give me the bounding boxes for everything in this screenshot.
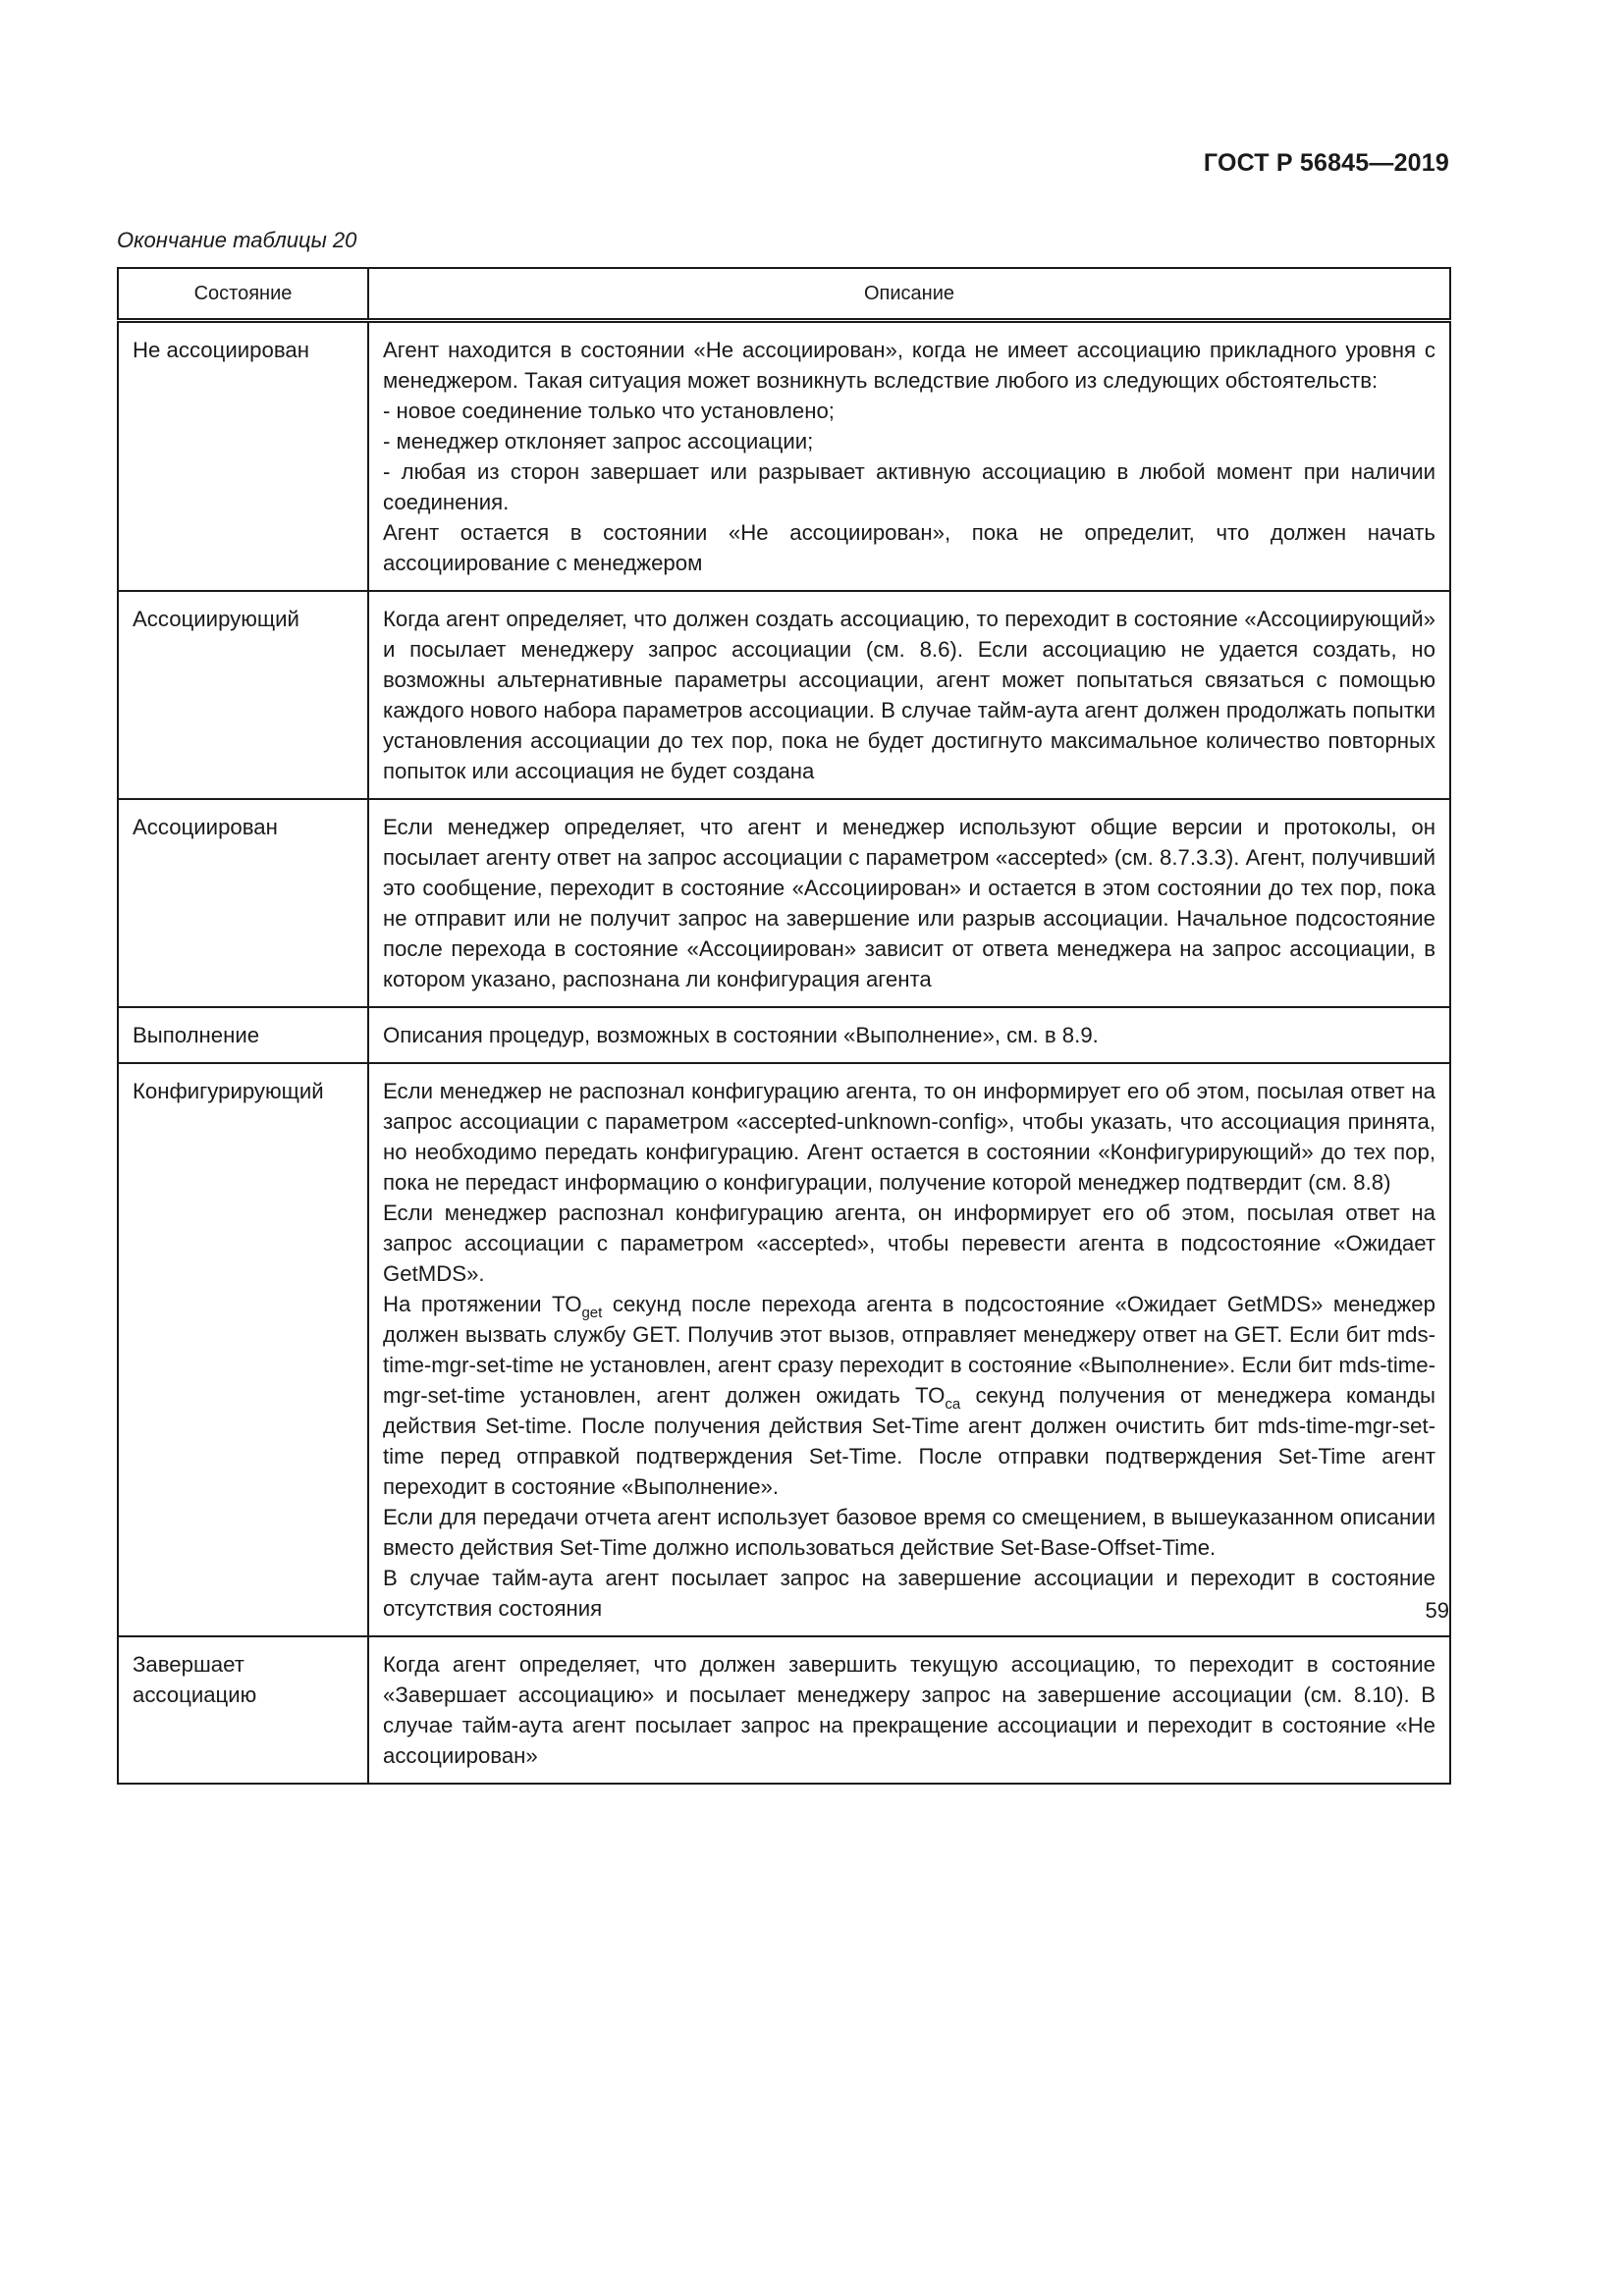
description-paragraph (383, 1289, 1435, 1502)
state-cell: Ассоциирован (118, 799, 368, 1007)
column-header-state: Состояние (118, 268, 368, 321)
page-number: 59 (1425, 1598, 1449, 1623)
description-paragraph: Если менеджер не распознал конфигурацию агента, то он информирует его об этом, посылая ответ на запрос ассоциации с параметром «accepted-unknown-config», чтобы указать, что ассоциация принята, но необходимо передать конфигурацию. Агент остается в состоянии «Конфигурирующий» до тех пор, пока не передаст информацию о конфигурации, получение которой менеджер подтвердит (см. 8.8) (383, 1079, 1435, 1195)
table-row (118, 321, 1450, 592)
description-paragraph: Когда агент определяет, что должен завершить текущую ассоциацию, то переходит в состояние «Завершает ассоциацию» и посылает менеджеру запрос на завершение ассоциации (см. 8.10). В случае тайм-аута агент посылает запрос на прекращение ассоциации и переходит в состояние «Не ассоциирован» (383, 1652, 1435, 1768)
description-paragraph: В случае тайм-аута агент посылает запрос на завершение ассоциации и переходит в состояние отсутствия состояния (383, 1566, 1435, 1621)
state-cell: Выполнение (118, 1007, 368, 1063)
table-row (118, 799, 1450, 1007)
states-table (117, 267, 1451, 1785)
subscript: ca (945, 1396, 961, 1413)
description-paragraph: - новое соединение только что установлено; (383, 399, 835, 423)
description-cell (368, 799, 1450, 1007)
state-cell: Завершает ассоциацию (118, 1636, 368, 1784)
description-paragraph: Если менеджер распознал конфигурацию агента, он информирует его об этом, посылая ответ на запрос ассоциации с параметром «accepted», чтобы перевести агента в подсостояние «Ожидает GetMDS». (383, 1201, 1435, 1286)
description-paragraph: Агент остается в состоянии «Не ассоциирован», пока не определит, что должен начать ассоциирование с менеджером (383, 520, 1435, 575)
table-header-row (118, 268, 1450, 321)
description-cell (368, 1063, 1450, 1636)
state-cell: Не ассоциирован (118, 321, 368, 592)
text-segment: На протяжении TO (383, 1292, 582, 1316)
state-cell: Ассоциирующий (118, 591, 368, 799)
description-paragraph: Описания процедур, возможных в состоянии «Выполнение», см. в 8.9. (383, 1023, 1099, 1047)
state-cell: Конфигурирующий (118, 1063, 368, 1636)
description-paragraph: Когда агент определяет, что должен создать ассоциацию, то переходит в состояние «Ассоциирующий» и посылает менеджеру запрос ассоциации (см. 8.6). Если ассоциацию не удается создать, но возможны альтернативные параметры ассоциации, агент может попытаться связаться с помощью каждого нового набора параметров ассоциации. В случае тайм-аута агент должен продолжать попытки установления ассоциации до тех пор, пока не будет достигнуто максимальное количество повторных попыток или ассоциация не будет создана (383, 607, 1435, 783)
table-row (118, 591, 1450, 799)
text-segment: секунд получения от менеджера команды действия Set-time. После получения действия Set-Time агент должен очистить бит mds-time-mgr-set-time перед отправкой подтверждения Set-Time. После отправки подтверждения Set-Time агент переходит в состояние «Выполнение». (383, 1383, 1435, 1499)
description-paragraph: - любая из сторон завершает или разрывает активную ассоциацию в любой момент при наличии соединения. (383, 459, 1435, 514)
subscript: get (581, 1305, 603, 1321)
description-cell (368, 1636, 1450, 1784)
description-paragraph: Если менеджер определяет, что агент и менеджер используют общие версии и протоколы, он посылает агенту ответ на запрос ассоциации с параметром «accepted» (см. 8.7.3.3). Агент, получивший это сообщение, переходит в состояние «Ассоциирован» и остается в этом состоянии до тех пор, пока не отправит или не получит запрос на завершение или разрыв ассоциации. Начальное подсостояние после перехода в состояние «Ассоциирован» зависит от ответа менеджера на запрос ассоциации, в котором указано, распознана ли конфигурация агента (383, 815, 1435, 991)
description-cell (368, 1007, 1450, 1063)
text-segment: секунд после перехода агента в подсостояние «Ожидает GetMDS» менеджер должен вызвать службу GET. Получив этот вызов, отправляет менеджеру ответ на GET. Если бит mds-time-mgr-set-time не установлен, агент сразу переходит в состояние «Выполнение». Если бит mds-time-mgr-set-time установлен, агент должен ожидать TO (383, 1292, 1435, 1408)
table-caption: Окончание таблицы 20 (117, 228, 357, 252)
description-cell (368, 591, 1450, 799)
description-paragraph: - менеджер отклоняет запрос ассоциации; (383, 429, 814, 454)
description-cell (368, 321, 1450, 592)
standard-header: ГОСТ Р 56845—2019 (1203, 149, 1449, 177)
column-header-description: Описание (368, 268, 1450, 321)
table-row (118, 1636, 1450, 1784)
table-row (118, 1007, 1450, 1063)
table-row (118, 1063, 1450, 1636)
description-paragraph: Если для передачи отчета агент использует базовое время со смещением, в вышеуказанном описании вместо действия Set-Time должно использоваться действие Set-Base-Offset-Time. (383, 1505, 1435, 1560)
description-paragraph: Агент находится в состоянии «Не ассоциирован», когда не имеет ассоциацию прикладного уровня с менеджером. Такая ситуация может возникнуть вследствие любого из следующих обстоятельств: (383, 338, 1435, 393)
